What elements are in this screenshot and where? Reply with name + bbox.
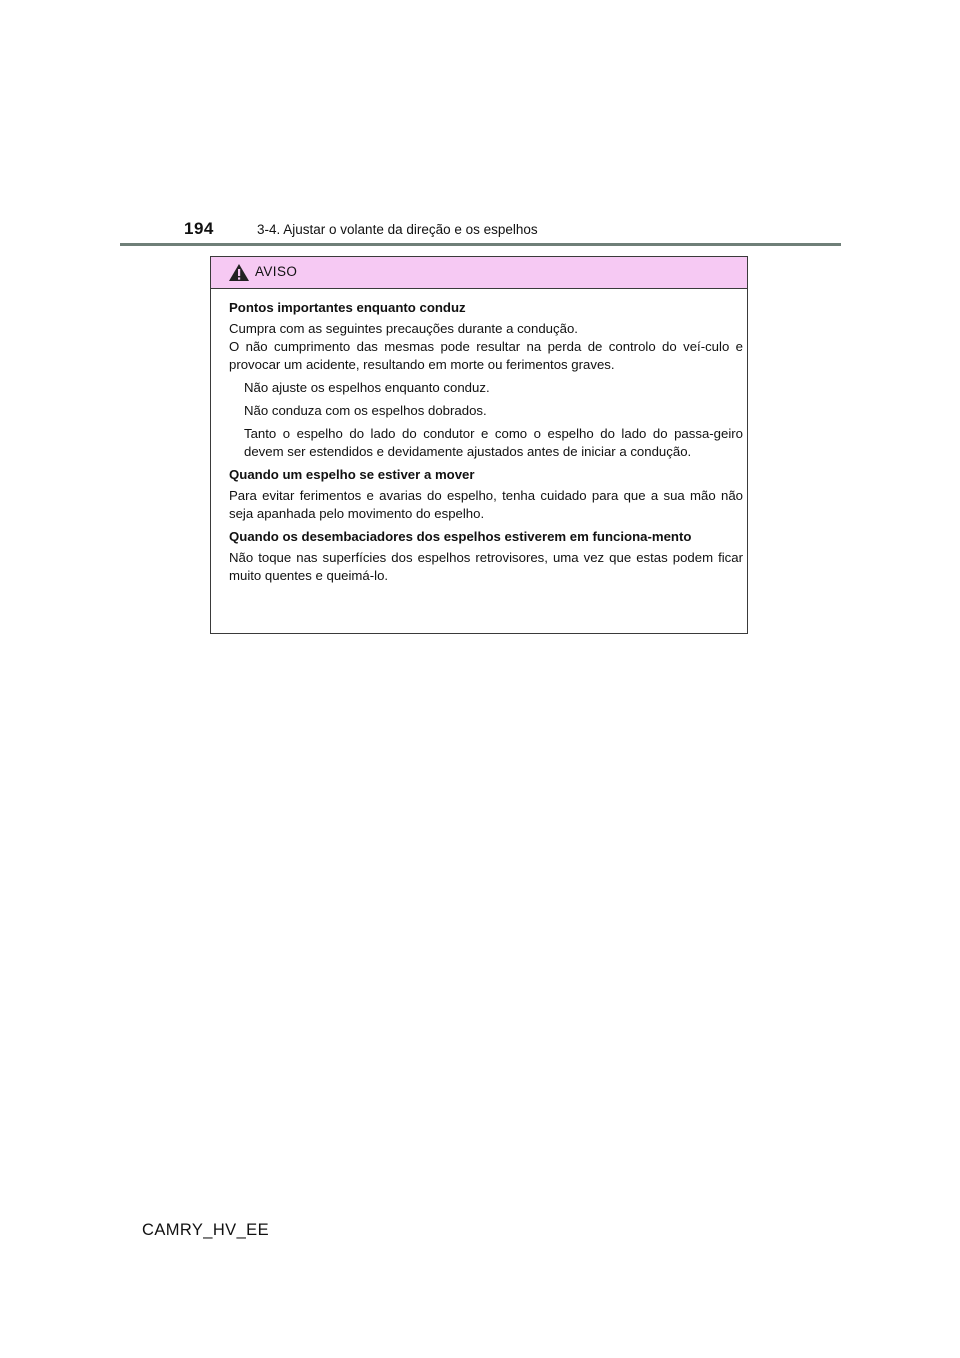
bullet-item-2: Não conduza com os espelhos dobrados. [244, 403, 487, 418]
warning-body [229, 299, 743, 585]
section-title: 3-4. Ajustar o volante da direção e os espelhos [257, 222, 538, 237]
warning-label: AVISO [255, 264, 298, 279]
header-divider [120, 243, 841, 246]
driving-intro-1: Cumpra com as seguintes precauções durante a condução. [229, 321, 578, 336]
moving-mirror-text: Para evitar ferimentos e avarias do espelho, tenha cuidado para que a sua mão não seja apanhada pelo movimento do espelho. [229, 488, 743, 521]
warning-triangle-icon [228, 263, 250, 282]
moving-mirror-heading: Quando um espelho se estiver a mover [229, 467, 475, 482]
bullet-item-1: Não ajuste os espelhos enquanto conduz. [244, 380, 490, 395]
warning-box [210, 256, 748, 634]
warning-header [211, 257, 747, 289]
model-code: CAMRY_HV_EE [142, 1221, 269, 1239]
defogger-text: Não toque nas superfícies dos espelhos retrovisores, uma vez que estas podem ficar muito quentes e queimá-lo. [229, 550, 743, 583]
defogger-heading: Quando os desembaciadores dos espelhos estiverem em funciona-mento [229, 529, 692, 544]
driving-intro-2: O não cumprimento das mesmas pode resultar na perda de controlo do veí-culo e provocar um acidente, resultando em morte ou ferimentos graves. [229, 339, 743, 372]
bullet-item-3: Tanto o espelho do lado do condutor e como o espelho do lado do passa-geiro devem ser estendidos e devidamente ajustados antes de iniciar a condução. [244, 426, 743, 459]
driving-heading: Pontos importantes enquanto conduz [229, 300, 466, 315]
page-number: 194 [184, 219, 214, 238]
